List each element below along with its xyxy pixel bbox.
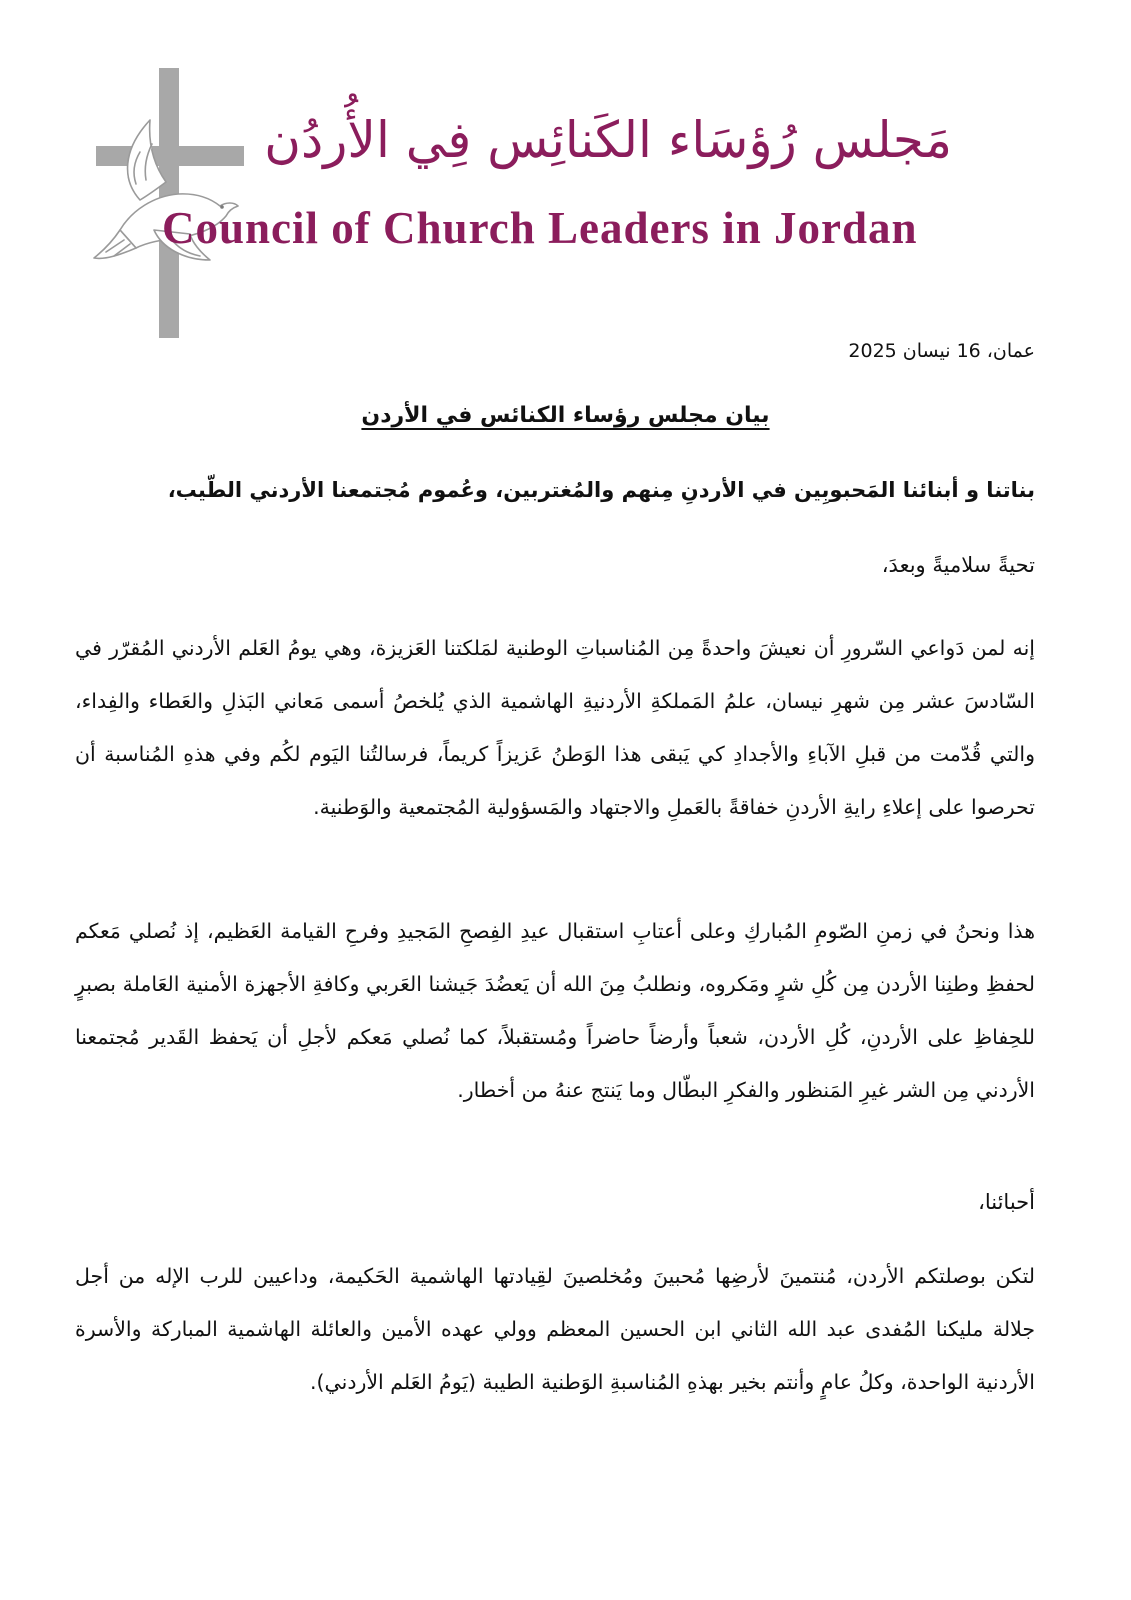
greeting: تحيةً سلاميةً وبعدَ، bbox=[881, 553, 1035, 577]
letterhead bbox=[72, 60, 1062, 340]
statement-title: بيان مجلس رؤساء الكنائس في الأردن bbox=[361, 403, 770, 428]
salutation: بناتنا و أبنائنا المَحبوبِين في الأردنِ مِنهم والمُغتربين، وعُموم مُجتمعنا الأردني الطّيب، bbox=[167, 478, 1035, 502]
body-paragraph-prayer: هذا ونحنُ في زمنِ الصّومِ المُباركِ وعلى أعتابِ استقبال عيدِ الفِصحِ المَجيدِ وفرحِ القيامة العَظيم، إذ نُصلي مَعكم لحفظِ وطنِنا الأردن مِن كُلِ شرٍ ومَكروه، ونطلبُ مِنَ الله أن يَعضُدَ جَيشنا العَربي وكافةِ الأجهزة الأمنية العَاملة بصبرٍ للحِفاظِ على الأردنِ، كُلِ الأردن، شعباً وأرضاً حاضراً ومُستقبلاً، كما نُصلي مَعكم لأجلِ أن يَحفظ القَدير مُجتمعنا الأردني مِن الشر غيرِ المَنظور والفكرِ البطّال وما يَنتج عنهُ من أخطار. bbox=[75, 919, 1035, 1102]
address-loved-ones: أحبائنا، bbox=[978, 1190, 1035, 1214]
organization-name-arabic: مَجلس رُؤسَاء الكَنائِس فِي الأُردُن bbox=[264, 111, 952, 169]
organization-name-english: Council of Church Leaders in Jordan bbox=[162, 203, 918, 253]
dove-icon bbox=[92, 110, 252, 280]
body-paragraph-flag-day: إنه لمن دَواعي السّرورِ أن نعيشَ واحدةً مِن المُناسباتِ الوطنية لمَلكتنا العَزيزة، وهي يومُ العَلم الأردني المُقرّر في السّادسَ عشر مِن شهرِ نيسان، علمُ المَملكةِ الأردنيةِ الهاشمية الذي يُلخصُ أسمى مَعاني البَذلِ والعَطاء والفِداء، والتي قُدّمت من قبلِ الآباءِ والأجدادِ كي يَبقى هذا الوَطنُ عَزيزاً كريماً، فرسالتُنا اليَوم لكُم وفي هذهِ المُناسبة أن تحرصوا على إعلاءِ رايةِ الأردنِ خفاقةً بالعَملِ والاجتهاد والمَسؤولية المُجتمعية والوَطنية. bbox=[75, 636, 1035, 819]
letter-date: عمان، 16 نيسان 2025 bbox=[848, 340, 1035, 362]
body-paragraph-closing: لتكن بوصلتكم الأردن، مُنتمينَ لأرضِها مُحبينَ ومُخلصينَ لقِيادتها الهاشمية الحَكيمة، وداعيين للرب الإله من أجل جلالة مليكنا المُفدى عبد الله الثاني ابن الحسين المعظم وولي عهده الأمين والعائلة الهاشمية المباركة والأسرة الأردنية الواحدة، وكلُ عامٍ وأنتم بخير بهذهِ المُناسبةِ الوَطنية الطيبة (يَومُ العَلم الأردني). bbox=[75, 1264, 1035, 1394]
